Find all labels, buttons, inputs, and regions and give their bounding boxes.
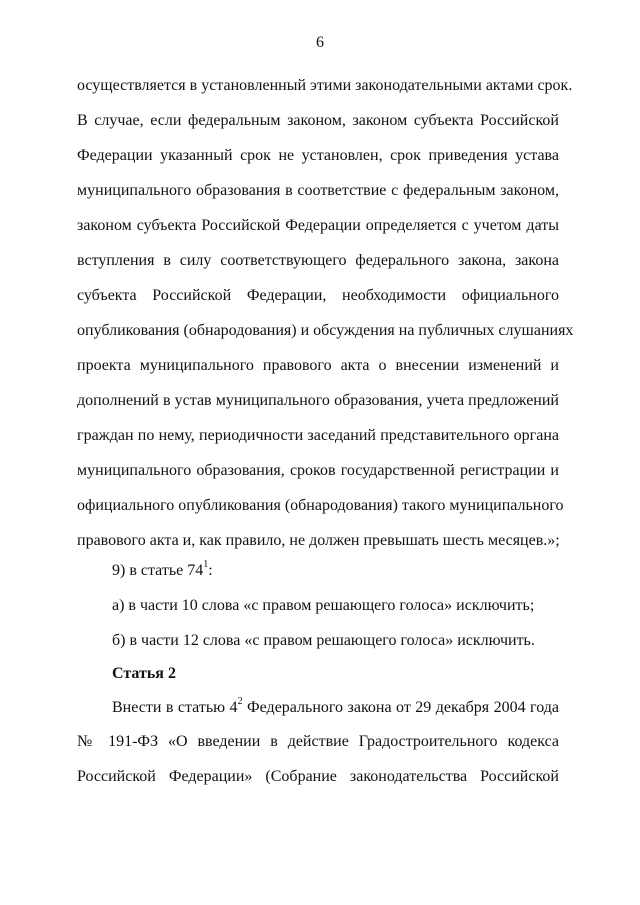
text-line: осуществляется в установленный этими законодательными актами срок. bbox=[77, 77, 573, 94]
superscript: 1 bbox=[203, 558, 209, 570]
text-line: муниципального образования в соответствие с федеральным законом, bbox=[77, 182, 559, 199]
article-2-line-3: Российской Федерации» (Собрание законодательства Российской bbox=[77, 768, 559, 785]
text-line: правового акта и, как правило, не должен превышать шесть месяцев.»; bbox=[77, 532, 560, 549]
text-line: Федерации указанный срок не установлен, срок приведения устава bbox=[77, 147, 559, 164]
page-number: 6 bbox=[316, 34, 324, 51]
superscript: 2 bbox=[237, 695, 243, 707]
list-item-9 bbox=[112, 558, 559, 581]
list-item-a: а) в части 10 слова «с правом решающего голоса» исключить; bbox=[112, 597, 535, 614]
text-line: законом субъекта Российской Федерации определяется с учетом даты bbox=[77, 217, 559, 234]
text-line: официального опубликования (обнародования) такого муниципального bbox=[77, 497, 564, 514]
article-2-line-1-prefix: Внести в статью 4 bbox=[112, 699, 238, 716]
text-line: граждан по нему, периодичности заседаний представительного органа bbox=[77, 427, 559, 444]
list-item-b: б) в части 12 слова «с правом решающего голоса» исключить. bbox=[112, 632, 535, 649]
text-line: дополнений в устав муниципального образования, учета предложений bbox=[77, 392, 559, 409]
text-line: опубликования (обнародования) и обсуждения на публичных слушаниях bbox=[77, 322, 574, 339]
text-line: муниципального образования, сроков государственной регистрации и bbox=[77, 462, 559, 479]
list-item-9-suffix: : bbox=[208, 562, 213, 579]
article-2-line-2: № 191-ФЗ «О введении в действие Градостроительного кодекса bbox=[77, 733, 559, 750]
text-line: проекта муниципального правового акта о внесении изменений и bbox=[77, 357, 559, 374]
text-line: субъекта Российской Федерации, необходимости официального bbox=[77, 287, 559, 304]
article-2-line-1-suffix: Федерального закона от 29 декабря 2004 года bbox=[242, 699, 559, 716]
article-2-line-1 bbox=[112, 695, 559, 718]
article-heading: Статья 2 bbox=[112, 665, 176, 682]
list-item-9-text: 9) в статье 74 bbox=[112, 562, 204, 579]
text-line: В случае, если федеральным законом, законом субъекта Российской bbox=[77, 112, 559, 129]
text-line: вступления в силу соответствующего федерального закона, закона bbox=[77, 252, 559, 269]
